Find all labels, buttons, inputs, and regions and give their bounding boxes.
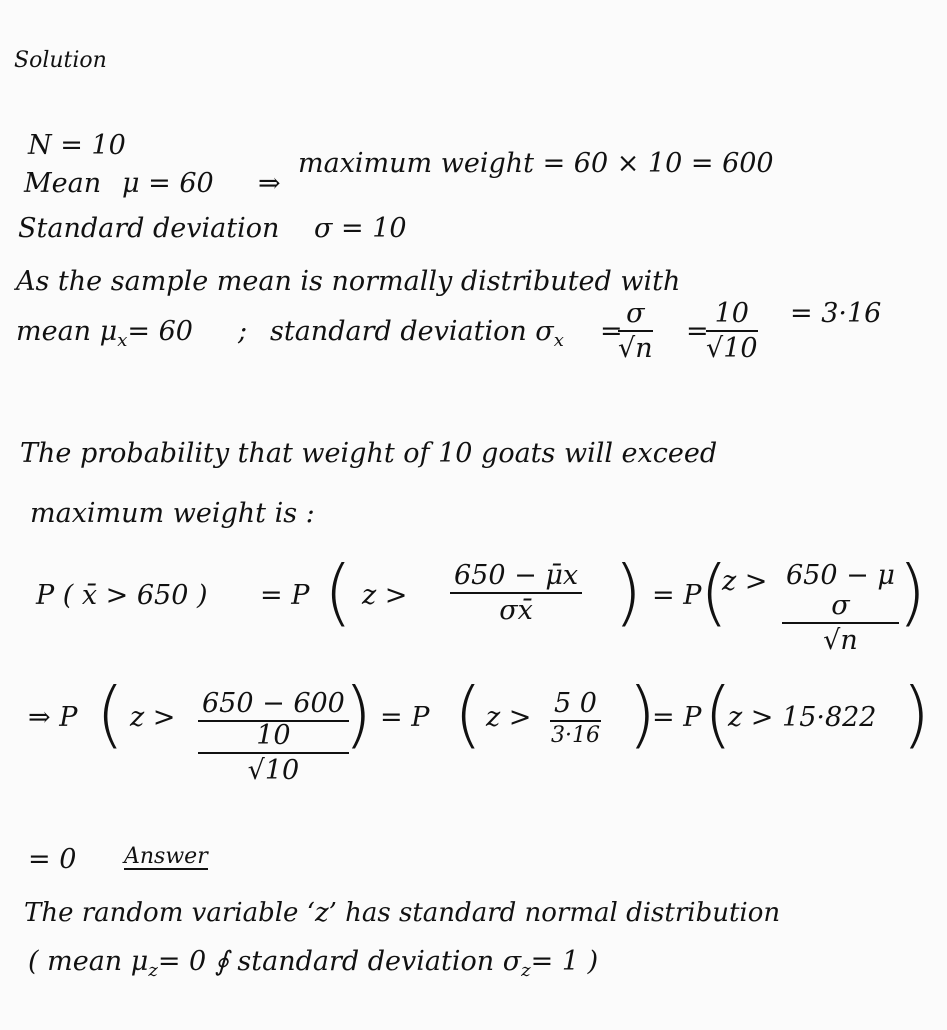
row2-close-paren2: ) — [628, 672, 657, 756]
row1-fraction2 — [782, 562, 899, 654]
row1-open-paren: ( — [324, 550, 353, 634]
row2-eq1: = P — [380, 702, 430, 733]
frac1-denominator: √n — [618, 333, 653, 364]
sampling-mean-sub: x — [117, 330, 128, 351]
fraction-10-over-root-10 — [706, 300, 758, 362]
row1-open-paren2: ( — [700, 550, 729, 634]
note-sd-sub: z — [521, 960, 531, 981]
sampling-sd-text: standard deviation σ — [270, 316, 554, 347]
heading: Solution — [14, 48, 107, 73]
row1-f2-numerator: 650 − μ — [786, 560, 895, 591]
probability-line2: maximum weight is : — [30, 498, 315, 529]
frac2-denominator: √10 — [706, 333, 758, 364]
frac1-numerator: σ — [618, 300, 653, 332]
row2-fraction2 — [550, 690, 601, 747]
row2-z2: z > — [486, 702, 532, 733]
sampling-mean-text: mean μ — [16, 316, 118, 347]
probability-line1: The probability that weight of 10 goats will exceed — [20, 438, 718, 469]
sd-label: Standard deviation — [18, 213, 280, 244]
row2-z1: z > — [130, 702, 176, 733]
row1-lhs: P ( x̄ > 650 ) — [36, 580, 208, 611]
row1-fraction1 — [450, 562, 582, 624]
row2-f1-inner-den: √10 — [247, 755, 300, 786]
row1-close-paren2: ) — [898, 550, 927, 634]
row2-close-paren: ) — [344, 672, 373, 756]
row2-eq2: = P — [652, 702, 702, 733]
row2-end: z > 15·822 — [728, 702, 877, 733]
row1-eq2: = P — [652, 580, 702, 611]
note-mid-text: = 0 ∮ standard deviation σ — [157, 946, 522, 977]
sampling-sd-sub: x — [553, 330, 564, 351]
row1-z2: z > — [722, 566, 768, 597]
sampling-sd — [270, 318, 564, 350]
note-close-text: = 1 ) — [530, 946, 599, 977]
row2-start: ⇒ P — [28, 702, 78, 733]
implies-arrow: ⇒ — [258, 168, 281, 199]
row1-z1: z > — [362, 580, 408, 611]
row1-f1-denominator: σx̄ — [499, 595, 533, 626]
note-line1: The random variable ‘z’ has standard normal distribution — [24, 898, 781, 928]
sampling-line1: As the sample mean is normally distributed with — [16, 266, 681, 297]
given-n: N = 10 — [28, 130, 126, 161]
sampling-result: = 3·16 — [790, 298, 882, 329]
row2-f2-denominator: 3·16 — [550, 723, 600, 748]
mean-value: μ = 60 — [122, 168, 214, 199]
row1-f2-inner-num: σ — [782, 592, 899, 624]
sd-value: σ = 10 — [314, 213, 407, 244]
row1-eq1: = P — [260, 580, 310, 611]
row2-f1-inner-num: 10 — [198, 722, 349, 754]
row2-close-paren3: ) — [902, 672, 931, 756]
sampling-mean-val: = 60 — [127, 316, 193, 347]
note-line2 — [28, 948, 598, 980]
fraction-sigma-over-root-n — [618, 300, 653, 362]
sampling-mean — [16, 318, 193, 350]
sampling-eq: = — [600, 316, 623, 347]
row2-open-paren3: ( — [704, 672, 733, 756]
row2-fraction1 — [198, 690, 349, 784]
row2-f2-numerator: 5 0 — [550, 690, 601, 722]
sampling-separator: ; — [238, 316, 248, 347]
note-mean-text: ( mean μ — [28, 946, 149, 977]
answer-label: Answer — [124, 844, 208, 869]
note-mean-sub: z — [148, 960, 158, 981]
frac2-numerator: 10 — [706, 300, 758, 332]
row2-f1-numerator: 650 − 600 — [198, 690, 349, 722]
sampling-eq2: = — [686, 316, 709, 347]
row1-f2-inner-den: √n — [823, 625, 858, 656]
answer-value: = 0 — [28, 844, 77, 875]
mean-label: Mean — [24, 168, 102, 199]
row1-f1-numerator: 650 − μ̄x — [450, 562, 582, 594]
row1-close-paren: ) — [614, 550, 643, 634]
row2-open-paren2: ( — [454, 672, 483, 756]
row2-open-paren: ( — [96, 672, 125, 756]
max-weight: maximum weight = 60 × 10 = 600 — [298, 148, 774, 179]
